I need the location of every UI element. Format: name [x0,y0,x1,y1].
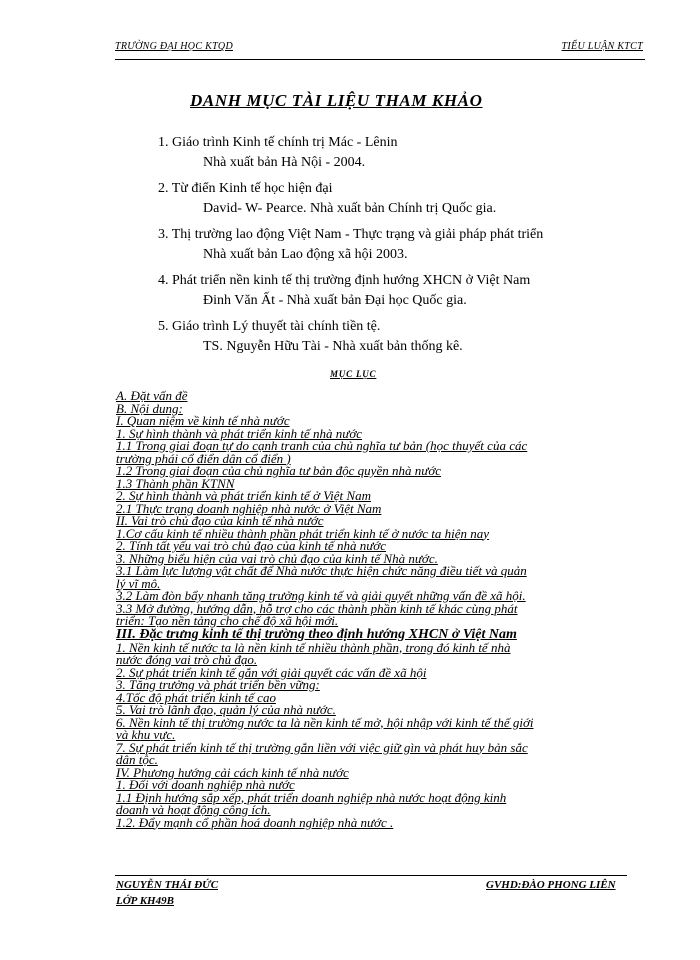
toc-item: 1.2. Đẩy mạnh cổ phần hoá doanh nghiệp nhà nước . [116,814,394,830]
toc-item: A. Đặt vấn đề [116,388,188,403]
toc-item: 1.2 Trong giai đoạn của chủ nghĩa tư bản độc quyền nhà nước [116,463,442,478]
references-list [158,133,658,363]
reference-publisher: David- W- Pearce. Nhà xuất bản Chính trị Quốc gia. [203,201,497,216]
reference-title: 4. Phát triển nền kinh tế thị trường định hướng XHCN ở Việt Nam [158,273,531,288]
toc-item: và khu vực. [116,727,176,742]
toc-item: 1.3 Thành phần KTNN [116,475,235,491]
toc-item: 7. Sự phát triển kinh tế thị trường gắn liền với việc giữ gìn và phát huy bản sắc [116,739,528,755]
toc-item: nước đóng vai trò chủ đạo. [116,652,258,667]
toc-item: 2. Tính tất yếu vai trò chủ đạo của kinh tế nhà nước [116,538,387,553]
reference-title: 2. Từ điển Kinh tế học hiện đại [158,181,333,196]
toc-item: triển: Tạo nền tảng cho chế độ xã hội mới. [116,613,339,628]
reference-item [158,317,658,357]
toc-item: II. Vai trò chủ đạo của kinh tế nhà nước [116,513,324,528]
toc-item: 3. Những biểu hiện của vai trò chủ đạo của kinh tế Nhà nước. [116,550,438,566]
reference-item [158,179,658,219]
toc-item: 2. Sự hình thành và phát triển kinh tế ở Việt Nam [116,488,371,503]
toc-item: 2.1 Thực trạng doanh nghiệp nhà nước ở Việt Nam [116,500,382,516]
toc-item: 3.1 Làm lực lượng vật chất để Nhà nước thực hiện chức năng điều tiết và quản [116,563,527,578]
toc-item: 6. Nền kinh tế thị trường nước ta là nền kinh tế mở, hội nhập với kinh tế thế giới [116,714,534,730]
header-school: TRƯỜNG ĐẠI HỌC KTQD [115,41,233,52]
toc-item: B. Nội dung: [116,400,183,416]
reference-title: 1. Giáo trình Kinh tế chính trị Mác - Lênin [158,135,398,150]
header-doc-type: TIỂU LUẬN KTCT [561,41,643,52]
reference-item [158,225,658,265]
footer-class: LỚP KH49B [116,895,174,907]
reference-item [158,133,658,173]
toc-item: 3. Tăng trưởng và phát triển bền vững: [116,677,320,692]
toc-item: doanh và hoạt động công ích. [116,802,271,817]
toc-item: 1.1 Định hướng sắp xếp, phát triển doanh nghiệp nhà nước hoạt động kinh [116,789,507,805]
toc-item: 3.3 Mở đường, hướng dẫn, hỗ trợ cho các thành phần kinh tế khác cùng phát [116,600,518,616]
page-header [115,39,645,60]
toc-item: 2. Sự phát triển kinh tế gắn với giải quyết các vấn đề xã hội [116,664,427,680]
reference-publisher: Nhà xuất bản Lao động xã hội 2003. [203,247,408,262]
table-of-contents [116,390,646,829]
toc-item: 1. Nền kinh tế nước ta là nền kinh tế nhiều thành phần, trong đó kinh tế nhà [116,639,511,655]
footer-advisor: GVHD:ĐÀO PHONG LIÊN [486,879,616,891]
footer-author: NGUYỄN THÁI ĐỨC [116,879,219,891]
toc-item: 3.2 Làm đòn bẩy nhanh tăng trưởng kinh tế và giải quyết những vấn đề xã hội. [116,588,526,603]
toc-item: trường phái cổ điển dân cổ điển ) [116,450,291,466]
footer-divider [115,875,627,876]
toc-item: dân tộc. [116,752,158,767]
references-title: DANH MỤC TÀI LIỆU THAM KHẢO [190,91,483,110]
reference-publisher: Nhà xuất bản Hà Nội - 2004. [203,155,366,170]
toc-title: MỤC LỤC [330,369,377,379]
toc-item: 1.Cơ cấu kinh tế nhiều thành phần phát triển kinh tế ở nước ta hiện nay [116,525,490,541]
toc-item: 5. Vai trò lãnh đạo, quản lý của nhà nước. [116,702,336,717]
reference-publisher: Đinh Văn Ất - Nhà xuất bản Đại học Quốc gia. [203,293,467,308]
reference-title: 3. Thị trường lao động Việt Nam - Thực trạng và giải pháp phát triển [158,227,544,242]
toc-item: III. Đặc trưng kinh tế thị trường theo định hướng XHCN ở Việt Nam [116,626,517,642]
toc-item: I. Quan niệm về kinh tế nhà nước [116,413,290,428]
toc-item: 1. Sự hình thành và phát triển kinh tế nhà nước [116,425,363,441]
reference-publisher: TS. Nguyễn Hữu Tài - Nhà xuất bản thống kê. [203,339,463,354]
reference-item [158,271,658,311]
toc-item: 1.1 Trong giai đoạn tự do cạnh tranh của chủ nghĩa tư bản (học thuyết của các [116,438,528,453]
toc-item: 4.Tốc độ phát triển kinh tế cao [116,689,276,705]
toc-item: 1. Đối với doanh nghiệp nhà nước [116,777,295,792]
reference-title: 5. Giáo trình Lý thuyết tài chính tiền tệ. [158,319,381,334]
toc-item: IV. Phương hướng cải cách kinh tế nhà nước [116,764,349,780]
toc-item: lý vĩ mô. [116,575,161,591]
